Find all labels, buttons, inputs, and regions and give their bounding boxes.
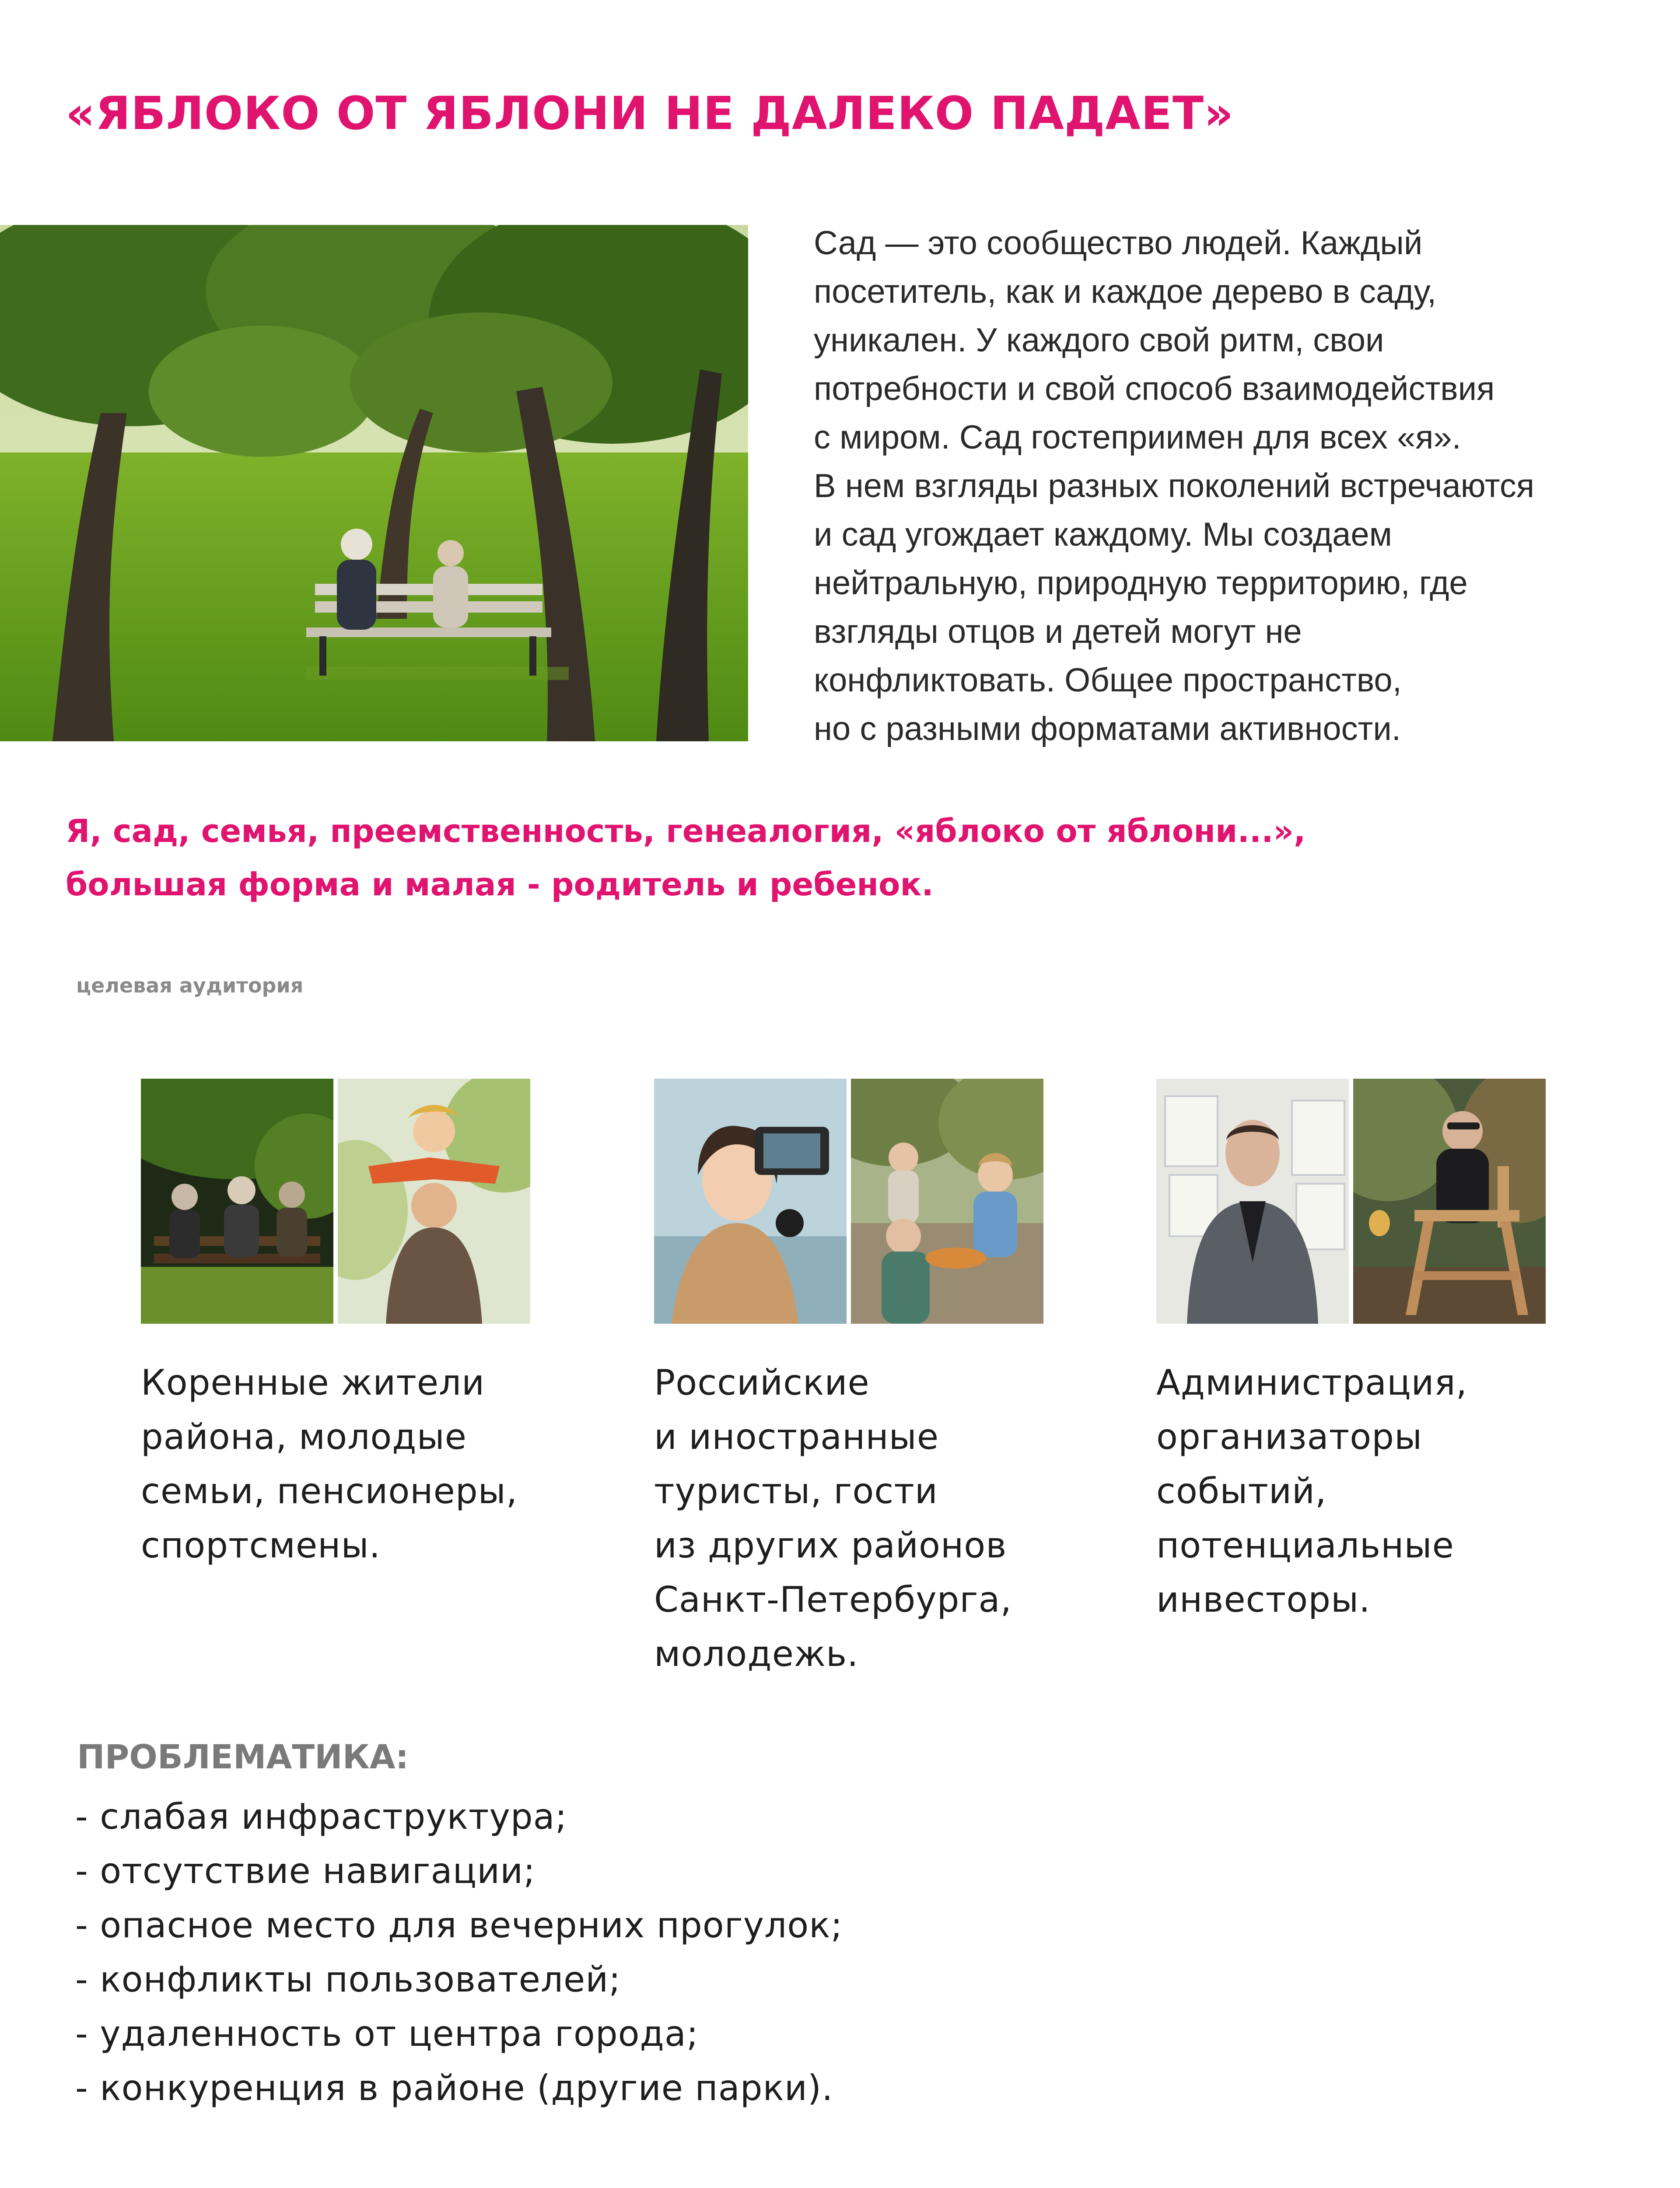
- list-item: - слабая инфраструктура;: [75, 1796, 567, 1837]
- list-item: - отсутствие навигации;: [75, 1851, 536, 1891]
- audience-line: Администрация,: [1156, 1362, 1468, 1403]
- father-child-photo: [338, 1079, 530, 1324]
- page-title: «ЯБЛОКО ОТ ЯБЛОНИ НЕ ДАЛЕКО ПАДАЕТ»: [66, 87, 1234, 140]
- intro-line: потребности и свой способ взаимодействия: [814, 370, 1495, 407]
- intro-line: Сад — это сообщество людей. Каждый: [814, 224, 1423, 262]
- audience-line: семьи, пенсионеры,: [141, 1471, 518, 1511]
- list-item: - конкуренция в районе (другие парки).: [75, 2068, 833, 2108]
- administration-man-photo: [1156, 1079, 1349, 1324]
- list-item: - опасное место для вечерних прогулок;: [75, 1905, 843, 1946]
- intro-line: конфликтовать. Общее пространство,: [814, 662, 1402, 699]
- keywords-line: большая форма и малая - родитель и ребенок.: [66, 866, 934, 903]
- tourist-with-camera-photo: [654, 1079, 847, 1324]
- intro-line: посетитель, как и каждое дерево в саду,: [814, 273, 1437, 310]
- list-item: - удаленность от центра города;: [75, 2013, 699, 2054]
- audience-administration: [1156, 1356, 1467, 1627]
- garden-bench-photo: [0, 225, 748, 741]
- audience-line: организаторы: [1156, 1417, 1423, 1457]
- keywords: [66, 804, 1597, 911]
- audience-line: Санкт-Петербурга,: [654, 1579, 1012, 1620]
- audience-line: из других районов: [654, 1525, 1007, 1566]
- intro-line: взгляды отцов и детей могут не: [814, 613, 1302, 650]
- elderly-on-bench-photo: [141, 1079, 333, 1324]
- intro-line: с миром. Сад гостеприимен для всех «я».: [814, 419, 1461, 456]
- audience-line: и иностранные: [654, 1417, 939, 1457]
- intro-line: но с разными форматами активности.: [814, 710, 1401, 747]
- keywords-line: Я, сад, семья, преемственность, генеалогия, «яблоко от яблони...»,: [66, 813, 1306, 849]
- audience-locals: [141, 1356, 518, 1573]
- audience-line: спортсмены.: [141, 1525, 381, 1566]
- audience-line: Российские: [654, 1362, 870, 1403]
- audience-line: событий,: [1156, 1471, 1327, 1511]
- list-item: - конфликты пользователей;: [75, 1959, 621, 2000]
- intro-paragraph: [814, 219, 1645, 753]
- audience-line: туристы, гости: [654, 1471, 938, 1511]
- audience-line: инвесторы.: [1156, 1579, 1371, 1620]
- audience-line: потенциальные: [1156, 1525, 1454, 1566]
- audience-line: района, молодые: [141, 1417, 467, 1457]
- target-audience-label: целевая аудитория: [76, 974, 304, 997]
- audience-line: Коренные жители: [141, 1362, 485, 1403]
- problems-heading: ПРОБЛЕМАТИКА:: [77, 1737, 409, 1776]
- intro-line: В нем взгляды разных поколений встречаются: [814, 467, 1535, 505]
- intro-line: и сад угождает каждому. Мы создаем: [814, 516, 1392, 553]
- problems-list: [75, 1790, 843, 2115]
- intro-line: уникален. У каждого свой ритм, свои: [814, 322, 1384, 359]
- audience-line: молодежь.: [654, 1634, 859, 1674]
- intro-line: нейтральную, природную территорию, где: [814, 565, 1468, 602]
- friends-picnic-photo: [851, 1079, 1043, 1324]
- investor-on-chair-photo: [1353, 1079, 1546, 1324]
- audience-tourists: [654, 1356, 1012, 1681]
